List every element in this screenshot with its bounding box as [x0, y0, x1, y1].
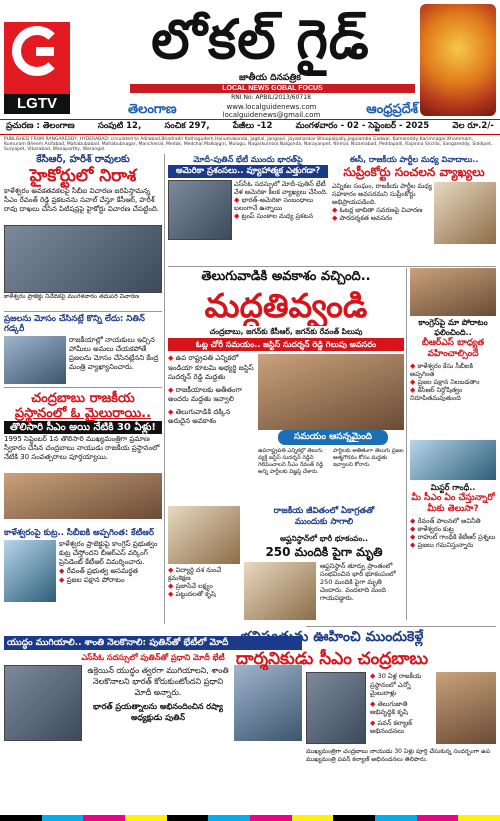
- article-body: ఉక్రెయిన్ యుద్ధం త్వరగా ముగియాలని, శాంతి నెలకొనాలని భారత్ కోరుకుంటోందని ప్రధాని మోదీ అన్నారు.: [87, 666, 229, 697]
- divider: [164, 154, 165, 624]
- rni-number: RNI No: APBIL/2013/60718: [231, 94, 311, 101]
- bullet-item: ◆ పట్టుదలతో కృషి: [168, 590, 240, 598]
- afghan-headline[interactable]: 250 మందికి పైగా మృతి: [265, 545, 383, 559]
- bullet-item: ◆ భారత్-అమెరికా సంబంధాలు బలంగానే ఉన్నాయి: [234, 196, 328, 212]
- lead-body-right: పార్టీలకు అతీతంగా తెలుగు ప్రజల ఆత్మగౌరవం కోసం మద్దతు ఇవ్వాలని కోరారు.: [333, 448, 404, 468]
- left-bottom-column: [4, 528, 162, 624]
- supreme-court-article: [332, 154, 496, 266]
- url-text[interactable]: www.localguidenews.com: [226, 103, 317, 111]
- bullet-item: ◆ రాహుల్ గాంధీకి కేటీఆర్ ప్రశ్నలు: [410, 533, 496, 541]
- earthquake-photo: [244, 562, 316, 620]
- bullet-item: ◆ పారదర్శకత అవసరం: [332, 214, 432, 222]
- bullet-item: ◆ ఉప రాష్ట్రపతి ఎన్నికలో ఇండియా కూటమి అభ్యర్థి జస్టిస్ సుదర్శన్ రెడ్డి మద్దతు: [168, 354, 254, 383]
- rahul-article: [410, 482, 496, 622]
- lead-byline: చంద్రబాబు, జగన్‌కు కేసీఆర్, జగన్‌కు రేవంత్ పిలుపు: [209, 327, 363, 336]
- summit-photo: [234, 665, 302, 741]
- article-headline[interactable]: బీఆర్ఎస్ బాధ్యత వహించాల్సిందే: [421, 338, 485, 359]
- state-andhra: ఆంధ్రప్రదేశ్: [366, 102, 418, 117]
- bottom-lead-kicker: భవిష్యత్తును ఊహించి ముందుకెళ్లే: [240, 629, 424, 645]
- newspaper-title: లోకల్ గైడ్: [151, 8, 370, 71]
- issue-date: మంగళవారం - 02 - సెప్టెంబర్ - 2025: [295, 121, 430, 131]
- divider: [4, 311, 162, 312]
- lead-banner: సమయం ఆసన్నమైంది: [278, 430, 388, 445]
- divider: [168, 266, 496, 267]
- brs-rally-photo: [410, 268, 496, 316]
- lead-bar: ఓట్ల చోరీ సమయం.. జస్టిస్ సుదర్శన్ రెడ్డి గెలుపు అవసరం: [168, 338, 404, 351]
- article-headline[interactable]: మీ సీఎం ఏం చేస్తున్నారో మీకు తెలుసా?: [411, 493, 495, 514]
- modi-putin-article: [4, 652, 302, 810]
- left-column: [4, 154, 162, 524]
- issue-number: సంచిక 297,: [164, 121, 210, 131]
- page-count: పేజీలు -12: [232, 121, 273, 131]
- bullet-item: ◆ తెలుగువాడికి దక్కిన అరుదైన అవకాశం: [168, 408, 254, 427]
- article-kicker: చంద్రబాబు రాజకీయ: [31, 391, 135, 406]
- lead-kicker: తెలుగువాడికి అవకాశం వచ్చింది..: [201, 269, 371, 284]
- color-strip: [0, 815, 500, 821]
- article-body: రాజకీయాల్లో నాయకులు ఇచ్చిన హామీలు అమలు చేయకపోతే ప్రజలను మోసం చేసినట్లేనని కేంద్ర మంత్రి వ్యాఖ్యానించారు.: [69, 336, 159, 371]
- article-body: ఎస్‌సీఓ సదస్సులో మోదీ-పుతిన్ భేటీ వేళ అమెరికా కీలక వ్యాఖ్యలు చేసింది.: [234, 180, 328, 196]
- bullet-item: ◆ 30 ఏళ్ల రాజకీయ ప్రస్థానంలో ఎన్నో మైలురాళ్లు: [370, 672, 432, 698]
- article-photo: [4, 225, 162, 293]
- bullet-item: ◆ ఓటర్ల జాబితా సవరణపై విచారణ: [332, 206, 432, 214]
- chandrababu-portrait: [306, 672, 366, 744]
- bullet-item: ◆ పవన్ కల్యాణ్ అభినందనలు: [370, 719, 432, 736]
- lead-headline[interactable]: మద్దతివ్వండి: [204, 286, 368, 325]
- lead-body-left: ఉపరాష్ట్రపతి ఎన్నికల్లో తెలుగు వ్యక్తి జస్టిస్ సుదర్శన్ రెడ్డిని గెలిపించాలని సీఎం రేవంత్ రెడ్డి అన్ని పార్టీలకు విజ్ఞప్తి చేశారు.: [258, 448, 324, 475]
- education-bullets: [168, 566, 240, 622]
- issue-info-bar: [0, 119, 500, 135]
- bullet-item: ◆ కాళేశ్వరం కుట్ర: [410, 525, 496, 533]
- logo-text: LGTV: [4, 94, 70, 114]
- afghan-body: ఆఫ్ఘనిస్థాన్ తూర్పు ప్రాంతంలో సంభవించిన భారీ భూకంపంలో 250 మందికి పైగా మృతి చెందారు. వందలాది మంది గాయపడ్డారు.: [320, 562, 396, 602]
- price: వెల రూ.2/-: [452, 121, 494, 131]
- modi-putin-headline[interactable]: యుద్ధం ముగియాలి.. శాంతి నెలకొనాలి: పుతిన్‌తో భేటీలో మోదీ: [4, 636, 302, 650]
- article-body: కాళేశ్వరం ప్రాజెక్టుపై కాంగ్రెస్ ప్రభుత్వం కుట్ర చేస్తోందని బీఆర్ఎస్ వర్కింగ్ ప్రెసిడెంట్ కేటీఆర్ విమర్శించారు.: [59, 540, 158, 566]
- divider: [4, 387, 162, 388]
- modi-putin-photo: [4, 665, 82, 741]
- divider: [406, 268, 407, 620]
- pawan-kalyan-portrait: [436, 672, 496, 744]
- article-kicker[interactable]: ప్రజలను మోసం చేసినట్లే కొన్ని లేదు: నితిన్ గడ్కరీ: [4, 314, 145, 334]
- bottom-lead-body: ముఖ్యమంత్రిగా చంద్రబాబు నాయుడు 30 ఏళ్లు పూర్తి చేసుకున్న సందర్భంగా ఉప ముఖ్యమంత్రి పవన్ కల్యాణ్ అభినందనలు తెలిపారు.: [306, 748, 491, 763]
- bullet-item: ◆ ప్రజాసేవే లక్ష్యం: [168, 582, 240, 590]
- photo-caption: కాళేశ్వరం ప్రాజెక్టు నివేదికపై మంగళవారం తదుపరి విచారణ: [4, 293, 140, 300]
- cbn-stage-photo: [168, 506, 240, 564]
- modi-putin-small-photo: [168, 180, 232, 240]
- ktr-photo: [4, 540, 56, 602]
- bullet-item: ◆ తెలుగుజాతి అభివృద్ధికి కృషి: [370, 700, 432, 717]
- volume: సంపుటి 12,: [97, 121, 142, 131]
- site-url[interactable]: [223, 103, 321, 119]
- supreme-court-photo: [434, 182, 496, 244]
- state-telangana: తెలంగాణ: [128, 102, 177, 117]
- bullet-item: ◆ విద్యార్థి దశ నుంచే క్రమశిక్షణ: [168, 566, 240, 582]
- article-kicker[interactable]: కాళేశ్వరంపై కుట్ర.. సీబీఐకి అప్పగింత: కేటీఆర్: [4, 528, 155, 538]
- article-subhead: ఎస్‌సీఓ సదస్సులో పుతిన్‌తో ప్రధాని మోదీ భేటీ: [81, 653, 225, 662]
- article-headline[interactable]: ప్రస్థానంలో ఓ మైలురాయి..: [14, 406, 152, 421]
- bullet-item: ◆ రేవంత్ పాలనలో అవినీతి: [410, 517, 496, 525]
- article-headline[interactable]: హైకోర్టులో నిరాశ: [29, 166, 137, 186]
- tagline: LOCAL NEWS GOBAL FOCUS: [130, 84, 415, 93]
- lead-bullets: [168, 354, 254, 458]
- bullet-item: ◆ కేసీఆర్ నిర్దోషిత్వం నిరూపితమవుతుంది: [410, 386, 496, 402]
- logo-g-bar: [36, 47, 54, 56]
- bullet-item: ◆ ప్రజలు గమనిస్తున్నారు: [410, 541, 496, 549]
- article-kicker: రాజకీయ జీవితంలో ఏకాగ్రతతో: [273, 506, 375, 516]
- article-kicker: కేసీఆర్, హరీశ్ రావులకు: [36, 154, 130, 165]
- divider: [306, 626, 496, 627]
- bullet-item: ◆ రేవంత్ ప్రభుత్వ అసమర్థత: [59, 567, 162, 576]
- bottom-lead-headline[interactable]: దార్శనికుడు సీఎం చంద్రబాబు: [235, 649, 429, 669]
- bullet-item: ◆ ప్రజల పక్షాన పోరాటం: [59, 576, 162, 585]
- subtitle: జాతీయ దినపత్రిక: [239, 73, 301, 83]
- article-body: 1995 సెప్టెంబర్ 1న తొలిసారి ముఖ్యమంత్రిగా ప్రమాణ స్వీకారం చేసిన చంద్రబాబు నాయుడు రాజకీయ ప్రస్థానంలో నేటికి 30 సంవత్సరాలు పూర్తయ్యాయి.: [4, 435, 160, 461]
- bullet-item: ◆ రాజకీయాలకు అతీతంగా అందరు మద్దతు ఇవ్వాలి: [168, 386, 254, 405]
- article-kicker: ఈసీ, రాజకీయ పార్టీల మధ్య వివాదాలు..: [349, 155, 479, 164]
- afghan-kicker: ఆఫ్ఘనిస్థాన్‌లో భారీ భూకంపం..: [280, 534, 368, 543]
- article-subhead: ముందుకు సాగాలి: [294, 517, 354, 527]
- article-subhead: తొలిసారి సీఎం అయి నేటికి 30 ఏళ్లు!: [4, 421, 162, 434]
- brs-article: [410, 318, 496, 438]
- publication-place: ప్రచురణ : తెలంగాణ: [6, 121, 75, 131]
- bullet-item: ◆ కాళేశ్వరం కేసు సీబీఐకి అప్పగింత: [410, 362, 496, 378]
- article-kicker: మిస్టర్ గాంధీ..: [430, 483, 476, 492]
- states-strip: [128, 104, 418, 118]
- bullet-item: ◆ ట్రంప్ సుంకాల మధ్య ప్రకటన: [234, 212, 328, 220]
- article-kicker: మోదీ-పుతిన్ భేటీ ముందు భారత్‌పై: [193, 155, 303, 164]
- article-body: ఎన్నికల సంఘం, రాజకీయ పార్టీల మధ్య సహకారం అవసరమని సుప్రీంకోర్టు అభిప్రాయపడింది.: [332, 182, 432, 206]
- us-praise-article: [168, 154, 328, 266]
- revanth-photo: [258, 354, 404, 430]
- bullet-item: ◆ ప్రజల పక్షాన నిలబడతాం: [410, 378, 496, 386]
- article-body: కాళేశ్వరం అవకతవకలపై సీబీఐ విచారణ జరిపిస్తామన్న సీఎం రేవంత్ రెడ్డి ప్రకటనను సవాల్ చేస్తూ కేసీఆర్, హరీశ్ రావు దాఖలు చేసిన పిటిషన్లపై హైకోర్టు విచారణ చేపట్టింది.: [4, 187, 160, 213]
- article-kicker: కాంగ్రెస్‌పై మా పోరాటం ఫలించింది..: [418, 318, 488, 337]
- article-headline[interactable]: అమెరికా ప్రశంసలు.. వ్యూహాత్మక ఎత్తుగడా?: [168, 165, 328, 178]
- gadkari-photo: [4, 336, 66, 384]
- article-headline[interactable]: సుప్రీంకోర్టు సంచలన వ్యాఖ్యలు: [343, 165, 485, 179]
- publication-info: PUBLISHED FROM RANGAREDDY, HYDERABAD: circulated to Adilabad,Bhadradri Kothagudem,Hanumakonda, Jagtial, Jangaon, Jayashankar Bhoopalpally,Jogulamba Gadwal, Kamareddy,Karimnagar,Khammam, Kumuram Bheem Asifabad, Mahabubabad, Mahabubnagar, Mancherial, Medak, Medchal Malkajgiri, Mulugu, Nagarkurnool,Nalgonda, Narayanpet, Nirmal, Nizamabad, Peddapalli, Rajanna Sircilla, Sangareddy, Siddipet, Suryapet, Vikarabad, Wanaparthy, Warangal.: [4, 137, 493, 152]
- chandrababu-photo: [4, 473, 162, 519]
- article-body-2: భారత్ ప్రయత్నాలను అభినందించిన రష్యా అధ్యక్షుడు పుతిన్: [93, 702, 223, 722]
- deity-image: [420, 4, 496, 116]
- ktr-rahul-photo: [410, 440, 496, 480]
- email-text[interactable]: localguidenews@gmail.com: [222, 111, 321, 119]
